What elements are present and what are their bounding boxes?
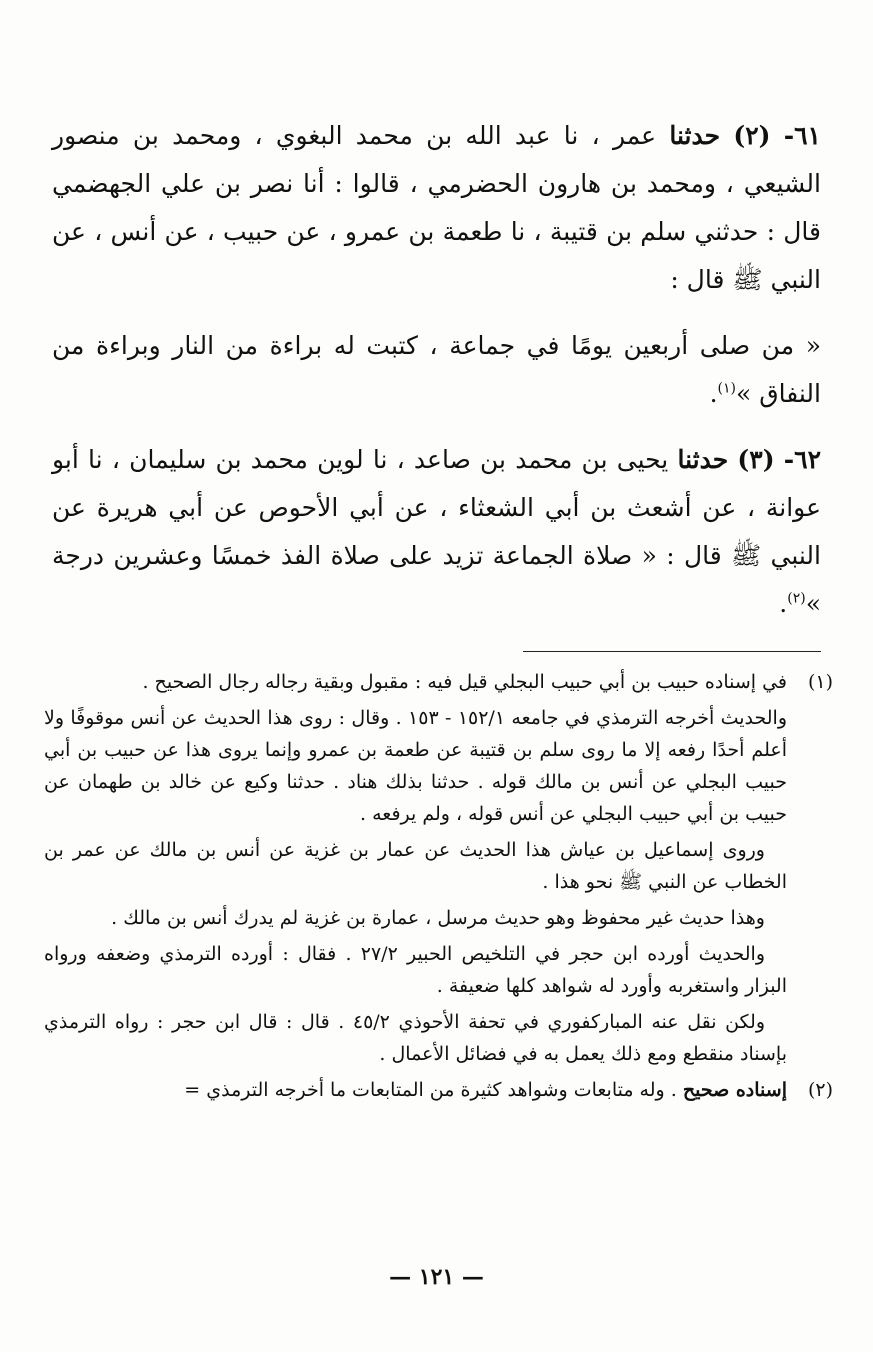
hadith-note-ref: (٣) xyxy=(737,445,775,474)
footnotes-block xyxy=(44,666,833,1110)
hadith-text: عمر ، نا عبد الله بن محمد البغوي ، ومحمد بن منصور الشيعي ، ومحمد بن هارون الحضرمي ، قالوا : أنا نصر بن علي الجهضمي قال : حدثني سلم بن قتيبة ، نا طعمة بن عمرو ، عن حبيب ، عن أنس ، عن النبي ﷺ قال : xyxy=(52,121,821,294)
sentence-end: . xyxy=(709,379,718,408)
main-text-block xyxy=(52,112,821,646)
hadith-keyword: حدثنا xyxy=(677,445,729,474)
footnote-paragraph: في إسناده حبيب بن أبي حبيب البجلي قيل فيه : مقبول وبقية رجاله رجال الصحيح . xyxy=(142,671,787,693)
footnote-ref: (١) xyxy=(717,380,736,397)
footnote-paragraph: ولكن نقل عنه المباركفوري في تحفة الأحوذي ٤٥/٢ . قال : قال ابن حجر : رواه الترمذي بإسناد منقطع ومع ذلك يعمل به في فضائل الأعمال . xyxy=(44,1011,787,1065)
footnote-paragraph: والحديث أورده ابن حجر في التلخيص الحبير ٢٧/٢ . فقال : أورده الترمذي وضعفه ورواه البزار واستغربه وأورد له شواهد كلها ضعيفة . xyxy=(44,943,787,997)
footnote-body xyxy=(44,1074,787,1110)
footnote-body xyxy=(44,666,787,1074)
hadith-61 xyxy=(52,112,821,304)
hadith-text: يحيى بن محمد بن صاعد ، نا لوين محمد بن سليمان ، نا أبو عوانة ، عن أشعث بن أبي الشعثاء ، عن أبي الأحوص عن أبي هريرة عن النبي ﷺ قال : « صلاة الجماعة تزيد على صلاة الفذ خمسًا وعشرين درجة » xyxy=(52,445,821,618)
hadith-keyword: حدثنا xyxy=(669,121,721,150)
footnote-1 xyxy=(44,666,833,1074)
sentence-end: . xyxy=(779,589,788,618)
hadith-62 xyxy=(52,436,821,628)
footnote-marker: (١) xyxy=(807,671,833,693)
footnote-marker: (٢) xyxy=(807,1079,833,1101)
footnote-bold-phrase: إسناده صحيح xyxy=(682,1079,787,1101)
hadith-quote-text: « من صلى أربعين يومًا في جماعة ، كتبت له براءة من النار وبراءة من النفاق » xyxy=(52,331,821,408)
footnote-paragraph: والحديث أخرجه الترمذي في جامعه ١٥٢/١ - ١٥٣ . وقال : روى هذا الحديث عن أنس موقوفًا ولا أعلم أحدًا رفعه إلا ما روى سلم بن قتيبة عن طعمة بن عمرو وإنما يروى هذا عن حبيب بن أبي حبيب البجلي عن أنس بن مالك قوله . حدثنا بذلك هناد . حدثنا وكيع عن خالد بن طهمان عن حبيب بن أبي حبيب البجلي عن أنس قوله ، ولم يرفعه . xyxy=(44,707,788,825)
hadith-note-ref: (٢) xyxy=(733,121,771,150)
footnote-paragraph xyxy=(44,1074,787,1106)
page-number: — ١٢١ — xyxy=(389,1264,484,1290)
hadith-61-quote xyxy=(52,322,821,418)
footnote-separator xyxy=(523,651,821,652)
footnote-2 xyxy=(44,1074,833,1110)
footnote-ref: (٢) xyxy=(787,590,806,607)
footnote-paragraph: وهذا حديث غير محفوظ وهو حديث مرسل ، عمارة بن غزية لم يدرك أنس بن مالك . xyxy=(111,907,765,929)
footnote-paragraph: وروى إسماعيل بن عياش هذا الحديث عن عمار بن غزية عن أنس بن مالك عن عمر بن الخطاب عن النبي ﷺ نحو هذا . xyxy=(44,839,787,893)
hadith-number: ٦٢- xyxy=(783,445,822,474)
hadith-number: ٦١- xyxy=(783,121,821,150)
footnote-text: . وله متابعات وشواهد كثيرة من المتابعات ما أخرجه الترمذي = xyxy=(184,1079,677,1101)
